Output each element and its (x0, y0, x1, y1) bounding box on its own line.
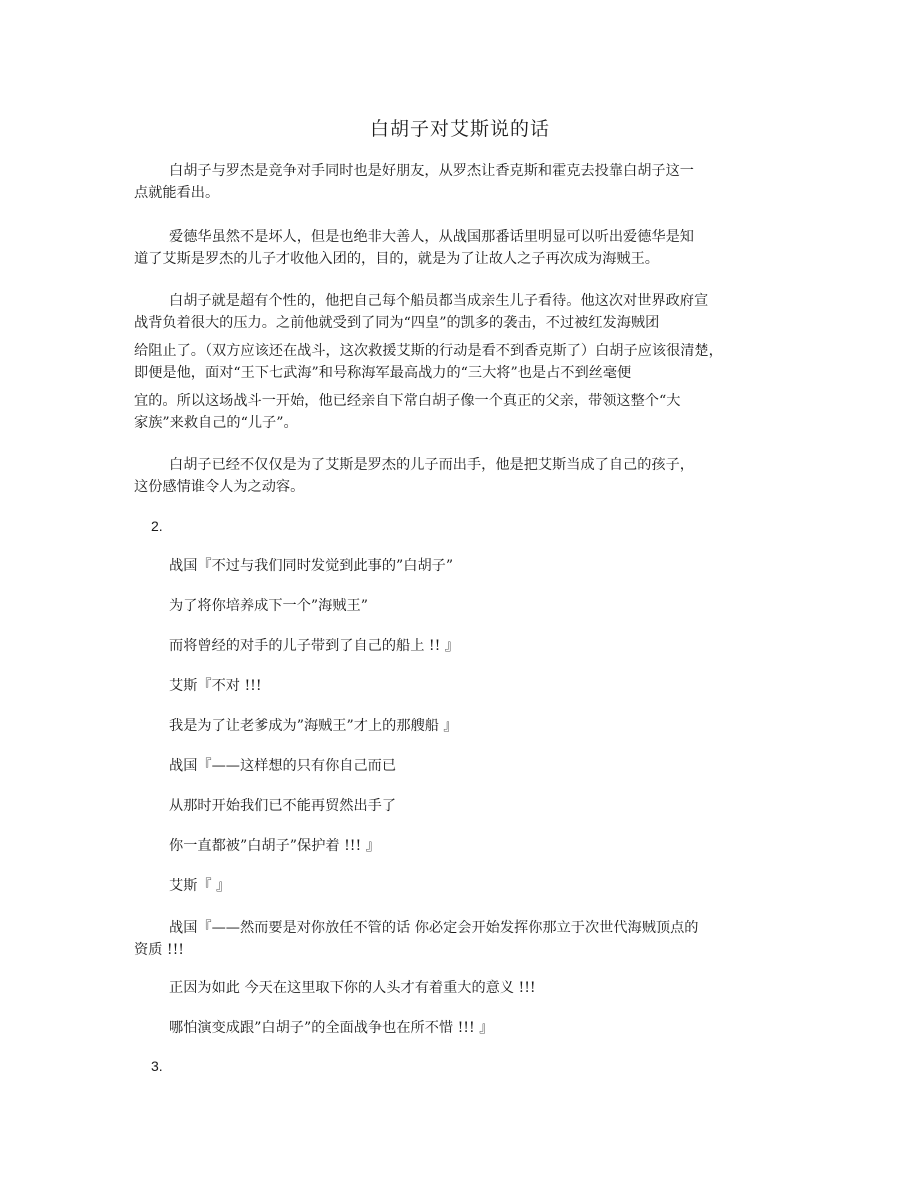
paragraph-3-line-3: 给阻止了。（双方应该还在战斗，这次救援艾斯的行动是看不到香克斯了）白胡子应该很清楚， (134, 343, 723, 359)
paragraph-3-line-4: 即便是他，面对“王下七武海”和号称海军最高战力的“三大将”也是占不到丝毫便 (134, 365, 632, 381)
paragraph-1-line-1: 白胡子与罗杰是竞争对手同时也是好朋友，从罗杰让香克斯和霍克去投靠白胡子这一 (169, 163, 694, 179)
section-number-3: 3. (151, 1058, 163, 1074)
paragraph-1-line-2: 点就能看出。 (134, 185, 220, 201)
dialogue-line-8: 你一直都被”白胡子”保护着 !!! 』 (169, 838, 380, 854)
paragraph-2-line-2: 道了艾斯是罗杰的儿子才收他入团的，目的，就是为了让故人之子再次成为海贼王。 (134, 251, 659, 267)
dialogue-line-10: 战国『——然而要是对你放任不管的话 你必定会开始发挥你那立于次世代海贼顶点的 (169, 920, 699, 936)
paragraph-4-line-1: 白胡子已经不仅仅是为了艾斯是罗杰的儿子而出手，他是把艾斯当成了自己的孩子， (169, 457, 694, 473)
paragraph-4-line-2: 这份感情谁令人为之动容。 (134, 479, 305, 495)
dialogue-line-4: 艾斯『不对 !!! (169, 678, 262, 694)
dialogue-line-9: 艾斯『 』 (169, 878, 231, 894)
dialogue-line-11: 资质 !!! (134, 942, 184, 958)
paragraph-3-line-1: 白胡子就是超有个性的，他把自己每个船员都当成亲生儿子看待。他这次对世界政府宣 (169, 293, 709, 309)
dialogue-line-13: 哪怕演变成跟”白胡子”的全面战争也在所不惜 !!! 』 (169, 1020, 494, 1036)
dialogue-line-1: 战国『不过与我们同时发觉到此事的”白胡子” (169, 558, 454, 574)
dialogue-line-3: 而将曾经的对手的儿子带到了自己的船上 !! 』 (169, 638, 459, 654)
document-title: 白胡子对艾斯说的话 (369, 118, 550, 140)
paragraph-3-line-5: 宜的。所以这场战斗一开始，他已经亲自下常白胡子像一个真正的父亲，带领这整个“大 (134, 393, 681, 409)
paragraph-2-line-1: 爱德华虽然不是坏人，但是也绝非大善人，从战国那番话里明显可以听出爱德华是知 (169, 229, 694, 245)
dialogue-line-2: 为了将你培养成下一个”海贼王” (169, 598, 368, 614)
section-number-2: 2. (151, 518, 163, 534)
paragraph-3-line-2: 战背负着很大的压力。之前他就受到了同为“四皇”的凯多的袭击，不过被红发海贼团 (134, 315, 660, 331)
dialogue-line-12: 正因为如此 今天在这里取下你的人头才有着重大的意义 !!! (169, 980, 536, 996)
dialogue-line-5: 我是为了让老爹成为”海贼王”才上的那艘船 』 (169, 718, 458, 734)
paragraph-3-line-6: 家族”来救自己的“儿子”。 (134, 415, 298, 431)
dialogue-line-7: 从那时开始我们已不能再贸然出手了 (169, 798, 397, 814)
dialogue-line-6: 战国『——这样想的只有你自己而已 (169, 758, 397, 774)
